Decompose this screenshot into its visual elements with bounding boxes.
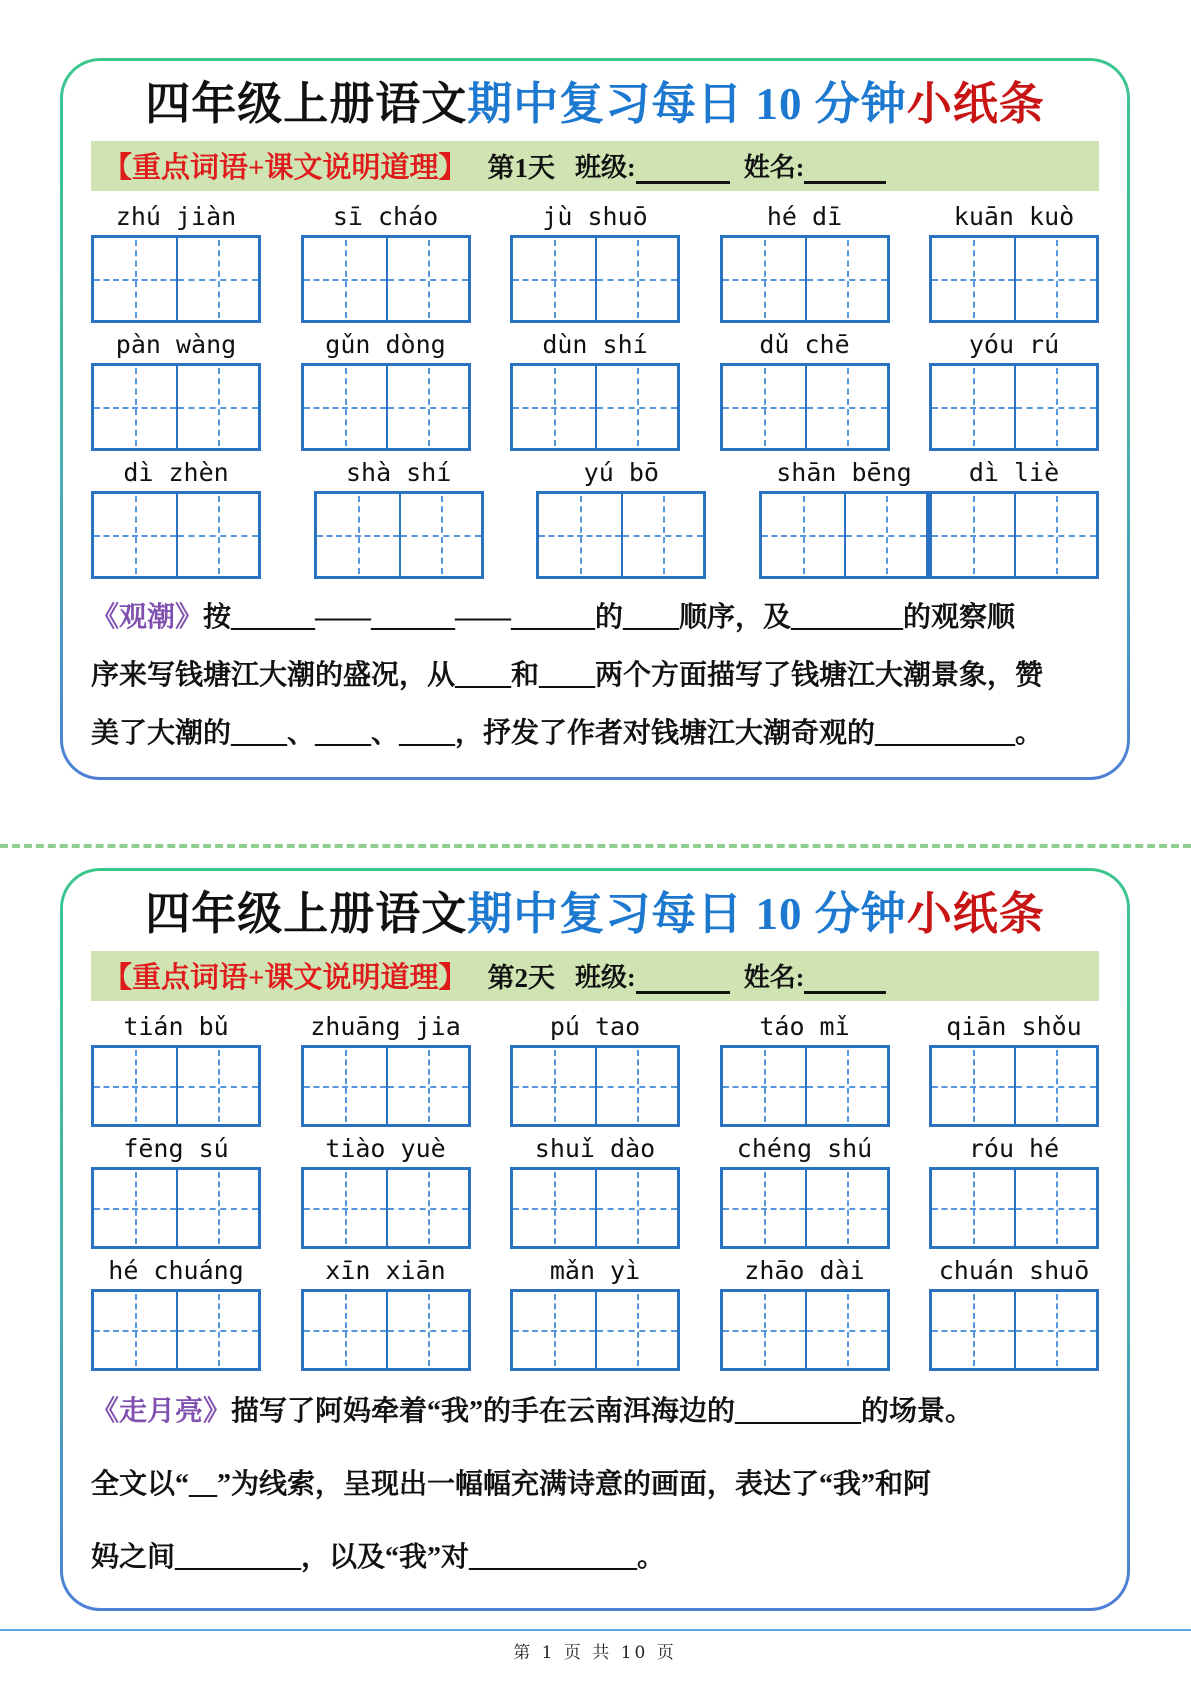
grid-cell xyxy=(595,1292,677,1368)
grid-cell xyxy=(513,1048,595,1124)
pinyin-label: fēng sú xyxy=(123,1134,229,1163)
word-block xyxy=(720,327,890,451)
class-label: 班级: xyxy=(575,963,636,992)
grid-cell xyxy=(304,238,386,320)
word-block xyxy=(91,455,261,579)
passage-line: 按______——______——______的____顺序，及________的观察顺 xyxy=(203,602,1016,633)
section-header-bar xyxy=(91,951,1099,1001)
grid-cell xyxy=(513,366,595,448)
class-field xyxy=(575,957,730,994)
grid-cell xyxy=(386,1292,468,1368)
grid-cell xyxy=(304,1170,386,1246)
pinyin-label: chuán shuō xyxy=(938,1256,1090,1285)
grid-cell xyxy=(94,1292,176,1368)
writing-grid xyxy=(510,1045,680,1127)
word-block xyxy=(929,1253,1099,1371)
writing-grid xyxy=(91,235,261,323)
word-block xyxy=(510,1009,680,1127)
pinyin-label: qiān shǒu xyxy=(946,1012,1082,1041)
grid-cell xyxy=(932,1048,1014,1124)
passage-line: 序来写钱塘江大潮的盛况，从____和____两个方面描写了钱塘江大潮景象，赞 xyxy=(91,660,1044,691)
pinyin-label: zhāo dài xyxy=(744,1256,865,1285)
pinyin-label: kuān kuò xyxy=(953,202,1075,231)
writing-grid xyxy=(720,363,890,451)
writing-grid xyxy=(929,363,1099,451)
grid-cell xyxy=(805,1170,887,1246)
card-body xyxy=(63,61,1127,777)
pinyin-label: yú bō xyxy=(583,458,659,487)
pinyin-label: shān bēng xyxy=(776,458,912,487)
day-label: 第1天 xyxy=(487,153,556,183)
grid-cell xyxy=(595,1170,677,1246)
passage-line: 美了大潮的____、____、____，抒发了作者对钱塘江大潮奇观的__________。 xyxy=(91,718,1044,749)
pinyin-label: xīn xiān xyxy=(325,1256,446,1285)
writing-grid xyxy=(91,1167,261,1249)
writing-grid xyxy=(301,1045,471,1127)
grid-cell xyxy=(94,238,176,320)
pinyin-label: hé chuáng xyxy=(108,1256,244,1285)
writing-grid xyxy=(301,363,471,451)
grid-cell xyxy=(932,366,1014,448)
pinyin-label: shà shí xyxy=(345,458,452,487)
writing-grid xyxy=(759,491,929,579)
word-block xyxy=(91,199,261,323)
word-block xyxy=(720,1253,890,1371)
grid-cell xyxy=(1014,366,1096,448)
grid-cell xyxy=(94,1048,176,1124)
word-row xyxy=(91,327,1099,451)
worksheet-card-day1 xyxy=(60,58,1130,780)
writing-grid xyxy=(301,1167,471,1249)
book-title: 《观潮》 xyxy=(91,602,204,633)
pinyin-label: chéng shú xyxy=(736,1134,873,1163)
grid-cell xyxy=(1014,1292,1096,1368)
word-row xyxy=(91,455,1099,579)
word-block xyxy=(301,1131,471,1249)
grid-cell xyxy=(304,366,386,448)
pinyin-label: jù shuō xyxy=(542,202,648,231)
name-field xyxy=(744,147,887,184)
pinyin-label: zhú jiàn xyxy=(115,202,237,231)
writing-grid xyxy=(91,1289,261,1371)
writing-grid xyxy=(720,1167,890,1249)
grid-cell xyxy=(805,1292,887,1368)
grid-cell xyxy=(723,1048,805,1124)
grid-cell xyxy=(513,238,595,320)
grid-cell xyxy=(805,1048,887,1124)
grid-cell xyxy=(932,1170,1014,1246)
pinyin-label: dùn shí xyxy=(542,330,648,359)
word-block xyxy=(929,327,1099,451)
word-block xyxy=(929,1009,1099,1127)
grid-cell xyxy=(386,1170,468,1246)
grid-cell xyxy=(513,1170,595,1246)
grid-cell xyxy=(723,1292,805,1368)
grid-cell xyxy=(94,1170,176,1246)
word-block xyxy=(720,1009,890,1127)
writing-grid xyxy=(510,235,680,323)
name-field xyxy=(744,957,887,994)
title-suffix-part: 小纸条 xyxy=(906,889,1045,939)
writing-grid xyxy=(510,363,680,451)
grid-cell xyxy=(723,238,805,320)
grid-cell xyxy=(1014,1048,1096,1124)
grid-cell xyxy=(176,238,258,320)
class-label: 班级: xyxy=(575,153,636,182)
writing-grid xyxy=(510,1289,680,1371)
grid-cell xyxy=(94,366,176,448)
passage-line: 描写了阿妈牵着“我”的手在云南洱海边的_________的场景。 xyxy=(231,1396,974,1427)
footer-rule xyxy=(0,1629,1191,1631)
title-grade-part: 四年级上册语文 xyxy=(145,889,468,939)
book-title: 《走月亮》 xyxy=(91,1396,232,1427)
writing-grid xyxy=(314,491,484,579)
pinyin-label: pú tao xyxy=(549,1012,641,1041)
writing-grid xyxy=(91,1045,261,1127)
grid-cell xyxy=(386,366,468,448)
page-number: 第 1 页 共 10 页 xyxy=(513,1643,677,1663)
grid-cell xyxy=(513,1292,595,1368)
grid-cell xyxy=(176,366,258,448)
word-block xyxy=(301,1253,471,1371)
grid-cell xyxy=(176,494,258,576)
word-block xyxy=(301,1009,471,1127)
section-header-bar xyxy=(91,141,1099,191)
word-block xyxy=(91,1131,261,1249)
grid-cell xyxy=(386,238,468,320)
word-row xyxy=(91,1009,1099,1127)
pinyin-label: gǔn dòng xyxy=(325,330,446,359)
word-block xyxy=(929,1131,1099,1249)
title-suffix-part: 小纸条 xyxy=(906,79,1045,129)
passage-guanchao xyxy=(91,589,1099,763)
writing-grid xyxy=(536,491,706,579)
passage-zouyueliang xyxy=(91,1375,1099,1594)
word-block xyxy=(91,1253,261,1371)
page-title xyxy=(89,75,1101,133)
writing-grid xyxy=(929,235,1099,323)
word-block xyxy=(314,455,484,579)
word-block xyxy=(720,199,890,323)
card-body xyxy=(63,871,1127,1608)
class-blank xyxy=(636,967,730,994)
pinyin-label: yóu rú xyxy=(968,330,1060,359)
grid-cell xyxy=(386,1048,468,1124)
grid-cell xyxy=(1014,238,1096,320)
pinyin-label: dì liè xyxy=(968,458,1060,487)
grid-cell xyxy=(723,1170,805,1246)
grid-cell xyxy=(932,1292,1014,1368)
writing-grid xyxy=(720,1045,890,1127)
worksheet-card-day2 xyxy=(60,868,1130,1611)
day-label: 第2天 xyxy=(487,963,556,993)
grid-cell xyxy=(595,366,677,448)
pinyin-label: mǎn yì xyxy=(549,1256,641,1285)
writing-grid xyxy=(301,1289,471,1371)
word-block xyxy=(510,199,680,323)
word-block xyxy=(929,199,1099,323)
grid-cell xyxy=(539,494,621,576)
grid-cell xyxy=(932,494,1014,576)
grid-cell xyxy=(176,1048,258,1124)
section-topic: 【重点词语+课文说明道理】 xyxy=(103,152,468,184)
grid-cell xyxy=(595,238,677,320)
page-title xyxy=(89,885,1101,943)
grid-cell xyxy=(595,1048,677,1124)
joined-grids xyxy=(759,455,1099,579)
name-label: 姓名: xyxy=(743,153,805,182)
writing-grid xyxy=(929,1289,1099,1371)
grid-cell xyxy=(304,1292,386,1368)
grid-cell xyxy=(621,494,703,576)
grid-cell xyxy=(1014,1170,1096,1246)
grid-cell xyxy=(723,366,805,448)
word-block xyxy=(510,327,680,451)
title-topic-part: 期中复习每日 10 分钟 xyxy=(467,79,907,129)
section-topic: 【重点词语+课文说明道理】 xyxy=(103,962,468,994)
writing-grid xyxy=(929,1167,1099,1249)
grid-cell xyxy=(762,494,844,576)
title-grade-part: 四年级上册语文 xyxy=(145,79,468,129)
grid-cell xyxy=(932,238,1014,320)
grid-cell xyxy=(805,366,887,448)
grid-cell xyxy=(94,494,176,576)
pinyin-label: sī cháo xyxy=(332,202,439,231)
writing-grid xyxy=(91,363,261,451)
word-row xyxy=(91,199,1099,323)
word-row xyxy=(91,1131,1099,1249)
grid-cell xyxy=(176,1170,258,1246)
grid-cell xyxy=(399,494,481,576)
grid-cell xyxy=(176,1292,258,1368)
writing-grid xyxy=(301,235,471,323)
pinyin-label: hé dī xyxy=(766,202,843,231)
class-field xyxy=(575,147,730,184)
word-block xyxy=(536,455,706,579)
class-blank xyxy=(636,157,730,184)
name-label: 姓名: xyxy=(743,963,805,992)
word-block xyxy=(91,327,261,451)
pinyin-label: táo mǐ xyxy=(759,1012,850,1041)
pinyin-label: róu hé xyxy=(968,1134,1060,1163)
grid-cell xyxy=(844,494,926,576)
title-topic-part: 期中复习每日 10 分钟 xyxy=(467,889,907,939)
name-blank xyxy=(804,967,886,994)
pinyin-label: dì zhèn xyxy=(123,458,229,487)
grid-cell xyxy=(805,238,887,320)
passage-line: 全文以“__”为线索，呈现出一幅幅充满诗意的画面，表达了“我”和阿 xyxy=(91,1469,932,1500)
pinyin-label: dǔ chē xyxy=(759,330,850,359)
passage-line: 妈之间_________，以及“我”对____________。 xyxy=(91,1542,666,1573)
grid-cell xyxy=(304,1048,386,1124)
pinyin-label: shuǐ dào xyxy=(534,1134,656,1163)
pinyin-label: zhuāng jia xyxy=(310,1012,461,1041)
word-block xyxy=(301,327,471,451)
pinyin-label: tiào yuè xyxy=(325,1134,446,1163)
word-block xyxy=(301,199,471,323)
cut-dashed-line xyxy=(0,844,1191,848)
pinyin-label: pàn wàng xyxy=(115,330,237,359)
writing-grid xyxy=(91,491,261,579)
writing-grid xyxy=(510,1167,680,1249)
pinyin-label: tián bǔ xyxy=(123,1012,229,1041)
grid-cell xyxy=(317,494,399,576)
writing-grid xyxy=(929,491,1099,579)
word-block xyxy=(720,1131,890,1249)
word-row xyxy=(91,1253,1099,1371)
word-block xyxy=(510,1131,680,1249)
writing-grid xyxy=(929,1045,1099,1127)
word-block xyxy=(91,1009,261,1127)
writing-grid xyxy=(720,1289,890,1371)
writing-grid xyxy=(720,235,890,323)
word-block xyxy=(929,455,1099,579)
name-blank xyxy=(804,157,886,184)
grid-cell xyxy=(1014,494,1096,576)
word-block xyxy=(759,455,929,579)
word-block xyxy=(510,1253,680,1371)
